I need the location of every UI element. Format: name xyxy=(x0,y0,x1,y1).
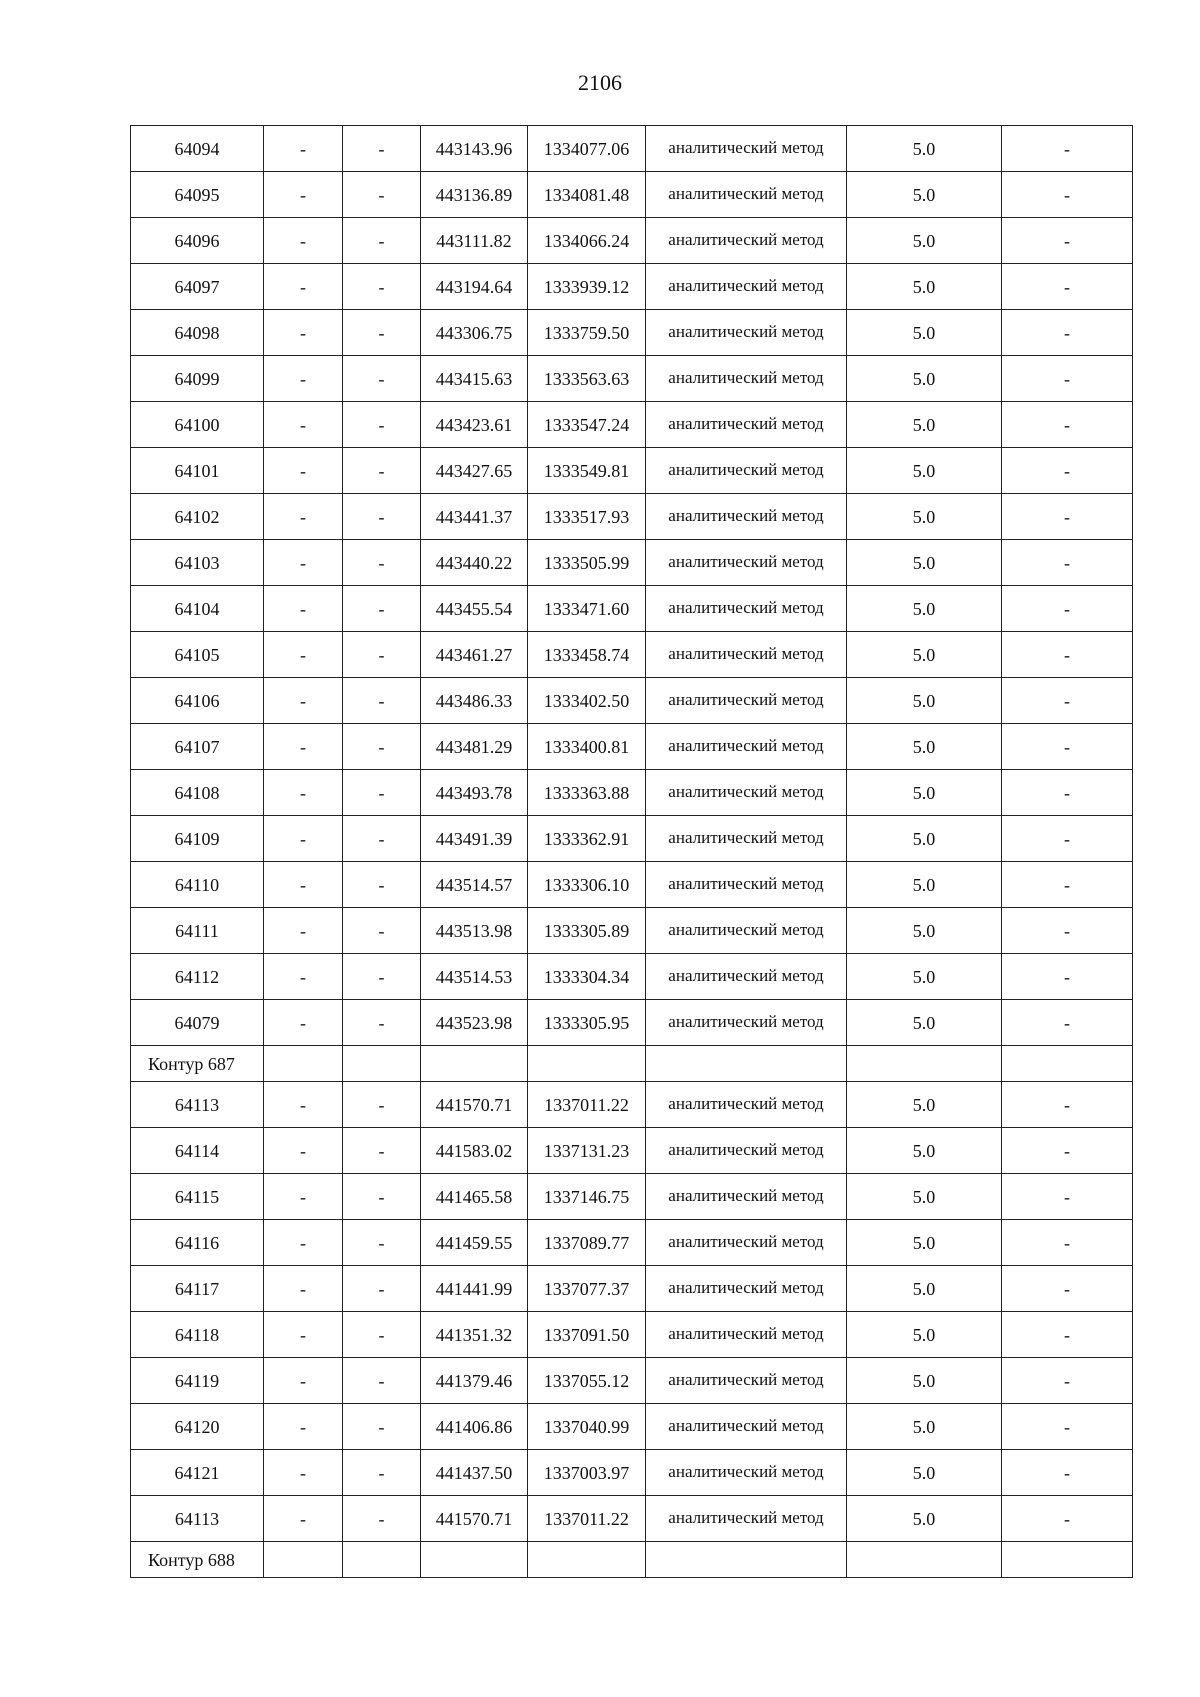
point-number-cell: 64109 xyxy=(131,816,264,862)
dash-cell: - xyxy=(1002,402,1133,448)
empty-cell xyxy=(421,1046,528,1082)
x-coordinate-cell: 441465.58 xyxy=(421,1174,528,1220)
page-number: 2106 xyxy=(578,70,622,95)
table-row xyxy=(131,172,1133,218)
dash-cell: - xyxy=(343,1404,421,1450)
y-coordinate-cell: 1334077.06 xyxy=(528,126,646,172)
y-coordinate-cell: 1333547.24 xyxy=(528,402,646,448)
method-cell: аналитический метод xyxy=(646,126,847,172)
dash-cell: - xyxy=(343,632,421,678)
dash-cell: - xyxy=(264,356,343,402)
x-coordinate-cell: 443523.98 xyxy=(421,1000,528,1046)
x-coordinate-cell: 443481.29 xyxy=(421,724,528,770)
table-row xyxy=(131,1000,1133,1046)
method-cell: аналитический метод xyxy=(646,1450,847,1496)
dash-cell: - xyxy=(1002,172,1133,218)
dash-cell: - xyxy=(264,1312,343,1358)
dash-cell: - xyxy=(1002,862,1133,908)
dash-cell: - xyxy=(264,586,343,632)
x-coordinate-cell: 441459.55 xyxy=(421,1220,528,1266)
dash-cell: - xyxy=(343,862,421,908)
empty-cell xyxy=(528,1542,646,1578)
dash-cell: - xyxy=(1002,1082,1133,1128)
table-row xyxy=(131,1174,1133,1220)
method-cell: аналитический метод xyxy=(646,632,847,678)
x-coordinate-cell: 443486.33 xyxy=(421,678,528,724)
accuracy-cell: 5.0 xyxy=(847,126,1002,172)
dash-cell: - xyxy=(343,540,421,586)
accuracy-cell: 5.0 xyxy=(847,954,1002,1000)
dash-cell: - xyxy=(1002,770,1133,816)
method-cell: аналитический метод xyxy=(646,816,847,862)
accuracy-cell: 5.0 xyxy=(847,1266,1002,1312)
x-coordinate-cell: 443415.63 xyxy=(421,356,528,402)
point-number-cell: 64110 xyxy=(131,862,264,908)
method-cell: аналитический метод xyxy=(646,724,847,770)
dash-cell: - xyxy=(264,1404,343,1450)
table-row xyxy=(131,1266,1133,1312)
dash-cell: - xyxy=(343,356,421,402)
method-cell: аналитический метод xyxy=(646,494,847,540)
dash-cell: - xyxy=(343,1266,421,1312)
x-coordinate-cell: 441441.99 xyxy=(421,1266,528,1312)
y-coordinate-cell: 1333306.10 xyxy=(528,862,646,908)
point-number-cell: 64121 xyxy=(131,1450,264,1496)
empty-cell xyxy=(343,1542,421,1578)
x-coordinate-cell: 443306.75 xyxy=(421,310,528,356)
y-coordinate-cell: 1337091.50 xyxy=(528,1312,646,1358)
empty-cell xyxy=(1002,1542,1133,1578)
y-coordinate-cell: 1333305.89 xyxy=(528,908,646,954)
accuracy-cell: 5.0 xyxy=(847,586,1002,632)
y-coordinate-cell: 1333505.99 xyxy=(528,540,646,586)
table-row xyxy=(131,448,1133,494)
dash-cell: - xyxy=(1002,724,1133,770)
x-coordinate-cell: 441406.86 xyxy=(421,1404,528,1450)
method-cell: аналитический метод xyxy=(646,540,847,586)
x-coordinate-cell: 443513.98 xyxy=(421,908,528,954)
dash-cell: - xyxy=(264,126,343,172)
table-row xyxy=(131,402,1133,448)
table-row xyxy=(131,126,1133,172)
table-row xyxy=(131,356,1133,402)
dash-cell: - xyxy=(1002,1000,1133,1046)
dash-cell: - xyxy=(343,908,421,954)
y-coordinate-cell: 1334081.48 xyxy=(528,172,646,218)
y-coordinate-cell: 1333402.50 xyxy=(528,678,646,724)
dash-cell: - xyxy=(343,1312,421,1358)
dash-cell: - xyxy=(264,402,343,448)
accuracy-cell: 5.0 xyxy=(847,678,1002,724)
x-coordinate-cell: 443514.53 xyxy=(421,954,528,1000)
dash-cell: - xyxy=(343,126,421,172)
accuracy-cell: 5.0 xyxy=(847,310,1002,356)
dash-cell: - xyxy=(1002,1496,1133,1542)
x-coordinate-cell: 443461.27 xyxy=(421,632,528,678)
accuracy-cell: 5.0 xyxy=(847,1450,1002,1496)
y-coordinate-cell: 1333304.34 xyxy=(528,954,646,1000)
accuracy-cell: 5.0 xyxy=(847,172,1002,218)
dash-cell: - xyxy=(264,310,343,356)
method-cell: аналитический метод xyxy=(646,586,847,632)
y-coordinate-cell: 1337003.97 xyxy=(528,1450,646,1496)
dash-cell: - xyxy=(1002,1174,1133,1220)
dash-cell: - xyxy=(343,172,421,218)
accuracy-cell: 5.0 xyxy=(847,448,1002,494)
method-cell: аналитический метод xyxy=(646,264,847,310)
y-coordinate-cell: 1333458.74 xyxy=(528,632,646,678)
x-coordinate-cell: 441570.71 xyxy=(421,1082,528,1128)
dash-cell: - xyxy=(343,1000,421,1046)
dash-cell: - xyxy=(264,1266,343,1312)
accuracy-cell: 5.0 xyxy=(847,1358,1002,1404)
x-coordinate-cell: 441379.46 xyxy=(421,1358,528,1404)
table-row xyxy=(131,1128,1133,1174)
dash-cell: - xyxy=(264,954,343,1000)
table-row xyxy=(131,862,1133,908)
x-coordinate-cell: 443455.54 xyxy=(421,586,528,632)
table-row xyxy=(131,1082,1133,1128)
empty-cell xyxy=(646,1542,847,1578)
method-cell: аналитический метод xyxy=(646,1266,847,1312)
empty-cell xyxy=(264,1542,343,1578)
dash-cell: - xyxy=(264,632,343,678)
y-coordinate-cell: 1333517.93 xyxy=(528,494,646,540)
dash-cell: - xyxy=(264,816,343,862)
method-cell: аналитический метод xyxy=(646,1358,847,1404)
dash-cell: - xyxy=(264,908,343,954)
accuracy-cell: 5.0 xyxy=(847,632,1002,678)
method-cell: аналитический метод xyxy=(646,1082,847,1128)
table-row xyxy=(131,1496,1133,1542)
dash-cell: - xyxy=(1002,540,1133,586)
point-number-cell: 64099 xyxy=(131,356,264,402)
dash-cell: - xyxy=(343,448,421,494)
dash-cell: - xyxy=(343,586,421,632)
point-number-cell: 64119 xyxy=(131,1358,264,1404)
dash-cell: - xyxy=(264,494,343,540)
point-number-cell: 64094 xyxy=(131,126,264,172)
dash-cell: - xyxy=(1002,264,1133,310)
accuracy-cell: 5.0 xyxy=(847,1312,1002,1358)
dash-cell: - xyxy=(1002,1358,1133,1404)
dash-cell: - xyxy=(1002,310,1133,356)
y-coordinate-cell: 1337077.37 xyxy=(528,1266,646,1312)
point-number-cell: 64120 xyxy=(131,1404,264,1450)
table-row xyxy=(131,770,1133,816)
point-number-cell: 64117 xyxy=(131,1266,264,1312)
y-coordinate-cell: 1337089.77 xyxy=(528,1220,646,1266)
method-cell: аналитический метод xyxy=(646,1128,847,1174)
dash-cell: - xyxy=(1002,494,1133,540)
dash-cell: - xyxy=(264,1128,343,1174)
empty-cell xyxy=(646,1046,847,1082)
method-cell: аналитический метод xyxy=(646,218,847,264)
dash-cell: - xyxy=(343,1082,421,1128)
dash-cell: - xyxy=(1002,1450,1133,1496)
point-number-cell: 64098 xyxy=(131,310,264,356)
dash-cell: - xyxy=(264,1082,343,1128)
method-cell: аналитический метод xyxy=(646,862,847,908)
table-row xyxy=(131,1312,1133,1358)
y-coordinate-cell: 1333759.50 xyxy=(528,310,646,356)
dash-cell: - xyxy=(264,1358,343,1404)
dash-cell: - xyxy=(1002,632,1133,678)
table-row xyxy=(131,1450,1133,1496)
point-number-cell: 64106 xyxy=(131,678,264,724)
coordinates-table xyxy=(130,125,1133,1578)
dash-cell: - xyxy=(343,1450,421,1496)
y-coordinate-cell: 1333305.95 xyxy=(528,1000,646,1046)
dash-cell: - xyxy=(264,1000,343,1046)
table-row xyxy=(131,632,1133,678)
x-coordinate-cell: 443194.64 xyxy=(421,264,528,310)
point-number-cell: 64116 xyxy=(131,1220,264,1266)
dash-cell: - xyxy=(343,494,421,540)
table-row xyxy=(131,678,1133,724)
dash-cell: - xyxy=(264,540,343,586)
x-coordinate-cell: 443441.37 xyxy=(421,494,528,540)
table-row xyxy=(131,264,1133,310)
x-coordinate-cell: 443491.39 xyxy=(421,816,528,862)
point-number-cell: 64113 xyxy=(131,1082,264,1128)
dash-cell: - xyxy=(343,770,421,816)
empty-cell xyxy=(528,1046,646,1082)
accuracy-cell: 5.0 xyxy=(847,1000,1002,1046)
dash-cell: - xyxy=(343,1496,421,1542)
x-coordinate-cell: 443111.82 xyxy=(421,218,528,264)
accuracy-cell: 5.0 xyxy=(847,264,1002,310)
contour-header-row xyxy=(131,1046,1133,1082)
x-coordinate-cell: 443143.96 xyxy=(421,126,528,172)
dash-cell: - xyxy=(1002,678,1133,724)
dash-cell: - xyxy=(264,1450,343,1496)
point-number-cell: 64104 xyxy=(131,586,264,632)
table-row xyxy=(131,816,1133,862)
dash-cell: - xyxy=(264,448,343,494)
table-row xyxy=(131,908,1133,954)
point-number-cell: 64112 xyxy=(131,954,264,1000)
y-coordinate-cell: 1337055.12 xyxy=(528,1358,646,1404)
table-row xyxy=(131,586,1133,632)
empty-cell xyxy=(847,1542,1002,1578)
x-coordinate-cell: 443427.65 xyxy=(421,448,528,494)
accuracy-cell: 5.0 xyxy=(847,1496,1002,1542)
point-number-cell: 64079 xyxy=(131,1000,264,1046)
x-coordinate-cell: 441583.02 xyxy=(421,1128,528,1174)
dash-cell: - xyxy=(343,218,421,264)
x-coordinate-cell: 441437.50 xyxy=(421,1450,528,1496)
x-coordinate-cell: 443423.61 xyxy=(421,402,528,448)
y-coordinate-cell: 1333471.60 xyxy=(528,586,646,632)
empty-cell xyxy=(1002,1046,1133,1082)
x-coordinate-cell: 443493.78 xyxy=(421,770,528,816)
method-cell: аналитический метод xyxy=(646,770,847,816)
dash-cell: - xyxy=(264,678,343,724)
y-coordinate-cell: 1337011.22 xyxy=(528,1082,646,1128)
dash-cell: - xyxy=(343,816,421,862)
point-number-cell: 64115 xyxy=(131,1174,264,1220)
table-row xyxy=(131,1404,1133,1450)
accuracy-cell: 5.0 xyxy=(847,1128,1002,1174)
empty-cell xyxy=(421,1542,528,1578)
y-coordinate-cell: 1337131.23 xyxy=(528,1128,646,1174)
dash-cell: - xyxy=(1002,816,1133,862)
point-number-cell: 64108 xyxy=(131,770,264,816)
point-number-cell: 64107 xyxy=(131,724,264,770)
accuracy-cell: 5.0 xyxy=(847,402,1002,448)
table-row xyxy=(131,540,1133,586)
table-row xyxy=(131,1358,1133,1404)
point-number-cell: 64100 xyxy=(131,402,264,448)
dash-cell: - xyxy=(343,1128,421,1174)
dash-cell: - xyxy=(264,1220,343,1266)
accuracy-cell: 5.0 xyxy=(847,540,1002,586)
y-coordinate-cell: 1337146.75 xyxy=(528,1174,646,1220)
method-cell: аналитический метод xyxy=(646,448,847,494)
dash-cell: - xyxy=(264,1174,343,1220)
dash-cell: - xyxy=(343,724,421,770)
dash-cell: - xyxy=(1002,448,1133,494)
dash-cell: - xyxy=(1002,1266,1133,1312)
method-cell: аналитический метод xyxy=(646,1000,847,1046)
method-cell: аналитический метод xyxy=(646,1174,847,1220)
method-cell: аналитический метод xyxy=(646,402,847,448)
y-coordinate-cell: 1333939.12 xyxy=(528,264,646,310)
accuracy-cell: 5.0 xyxy=(847,356,1002,402)
dash-cell: - xyxy=(1002,586,1133,632)
method-cell: аналитический метод xyxy=(646,1220,847,1266)
y-coordinate-cell: 1333362.91 xyxy=(528,816,646,862)
point-number-cell: 64113 xyxy=(131,1496,264,1542)
accuracy-cell: 5.0 xyxy=(847,816,1002,862)
y-coordinate-cell: 1334066.24 xyxy=(528,218,646,264)
accuracy-cell: 5.0 xyxy=(847,1404,1002,1450)
dash-cell: - xyxy=(343,402,421,448)
dash-cell: - xyxy=(343,1174,421,1220)
y-coordinate-cell: 1333549.81 xyxy=(528,448,646,494)
point-number-cell: 64096 xyxy=(131,218,264,264)
x-coordinate-cell: 443514.57 xyxy=(421,862,528,908)
table-row xyxy=(131,954,1133,1000)
y-coordinate-cell: 1333400.81 xyxy=(528,724,646,770)
dash-cell: - xyxy=(343,1358,421,1404)
empty-cell xyxy=(847,1046,1002,1082)
point-number-cell: 64105 xyxy=(131,632,264,678)
accuracy-cell: 5.0 xyxy=(847,724,1002,770)
x-coordinate-cell: 441570.71 xyxy=(421,1496,528,1542)
dash-cell: - xyxy=(343,678,421,724)
table-row xyxy=(131,494,1133,540)
x-coordinate-cell: 443440.22 xyxy=(421,540,528,586)
contour-header-row xyxy=(131,1542,1133,1578)
accuracy-cell: 5.0 xyxy=(847,1174,1002,1220)
coordinates-table-body xyxy=(131,126,1133,1578)
y-coordinate-cell: 1333563.63 xyxy=(528,356,646,402)
dash-cell: - xyxy=(1002,1312,1133,1358)
dash-cell: - xyxy=(264,862,343,908)
dash-cell: - xyxy=(1002,1128,1133,1174)
table-row xyxy=(131,310,1133,356)
dash-cell: - xyxy=(343,954,421,1000)
contour-label: Контур 687 xyxy=(131,1046,264,1082)
dash-cell: - xyxy=(1002,1404,1133,1450)
method-cell: аналитический метод xyxy=(646,954,847,1000)
dash-cell: - xyxy=(343,264,421,310)
method-cell: аналитический метод xyxy=(646,356,847,402)
accuracy-cell: 5.0 xyxy=(847,862,1002,908)
y-coordinate-cell: 1337011.22 xyxy=(528,1496,646,1542)
x-coordinate-cell: 443136.89 xyxy=(421,172,528,218)
method-cell: аналитический метод xyxy=(646,1404,847,1450)
point-number-cell: 64111 xyxy=(131,908,264,954)
y-coordinate-cell: 1333363.88 xyxy=(528,770,646,816)
accuracy-cell: 5.0 xyxy=(847,908,1002,954)
point-number-cell: 64114 xyxy=(131,1128,264,1174)
point-number-cell: 64095 xyxy=(131,172,264,218)
contour-label: Контур 688 xyxy=(131,1542,264,1578)
point-number-cell: 64102 xyxy=(131,494,264,540)
method-cell: аналитический метод xyxy=(646,678,847,724)
accuracy-cell: 5.0 xyxy=(847,1082,1002,1128)
point-number-cell: 64118 xyxy=(131,1312,264,1358)
dash-cell: - xyxy=(264,264,343,310)
accuracy-cell: 5.0 xyxy=(847,1220,1002,1266)
accuracy-cell: 5.0 xyxy=(847,494,1002,540)
empty-cell xyxy=(264,1046,343,1082)
dash-cell: - xyxy=(1002,908,1133,954)
method-cell: аналитический метод xyxy=(646,1312,847,1358)
method-cell: аналитический метод xyxy=(646,310,847,356)
accuracy-cell: 5.0 xyxy=(847,218,1002,264)
dash-cell: - xyxy=(343,310,421,356)
dash-cell: - xyxy=(1002,954,1133,1000)
table-row xyxy=(131,724,1133,770)
x-coordinate-cell: 441351.32 xyxy=(421,1312,528,1358)
method-cell: аналитический метод xyxy=(646,172,847,218)
dash-cell: - xyxy=(264,218,343,264)
dash-cell: - xyxy=(343,1220,421,1266)
point-number-cell: 64101 xyxy=(131,448,264,494)
dash-cell: - xyxy=(264,724,343,770)
method-cell: аналитический метод xyxy=(646,908,847,954)
table-row xyxy=(131,218,1133,264)
method-cell: аналитический метод xyxy=(646,1496,847,1542)
accuracy-cell: 5.0 xyxy=(847,770,1002,816)
y-coordinate-cell: 1337040.99 xyxy=(528,1404,646,1450)
dash-cell: - xyxy=(1002,1220,1133,1266)
empty-cell xyxy=(343,1046,421,1082)
dash-cell: - xyxy=(1002,356,1133,402)
point-number-cell: 64103 xyxy=(131,540,264,586)
dash-cell: - xyxy=(264,770,343,816)
dash-cell: - xyxy=(264,1496,343,1542)
dash-cell: - xyxy=(264,172,343,218)
dash-cell: - xyxy=(1002,218,1133,264)
dash-cell: - xyxy=(1002,126,1133,172)
point-number-cell: 64097 xyxy=(131,264,264,310)
table-row xyxy=(131,1220,1133,1266)
